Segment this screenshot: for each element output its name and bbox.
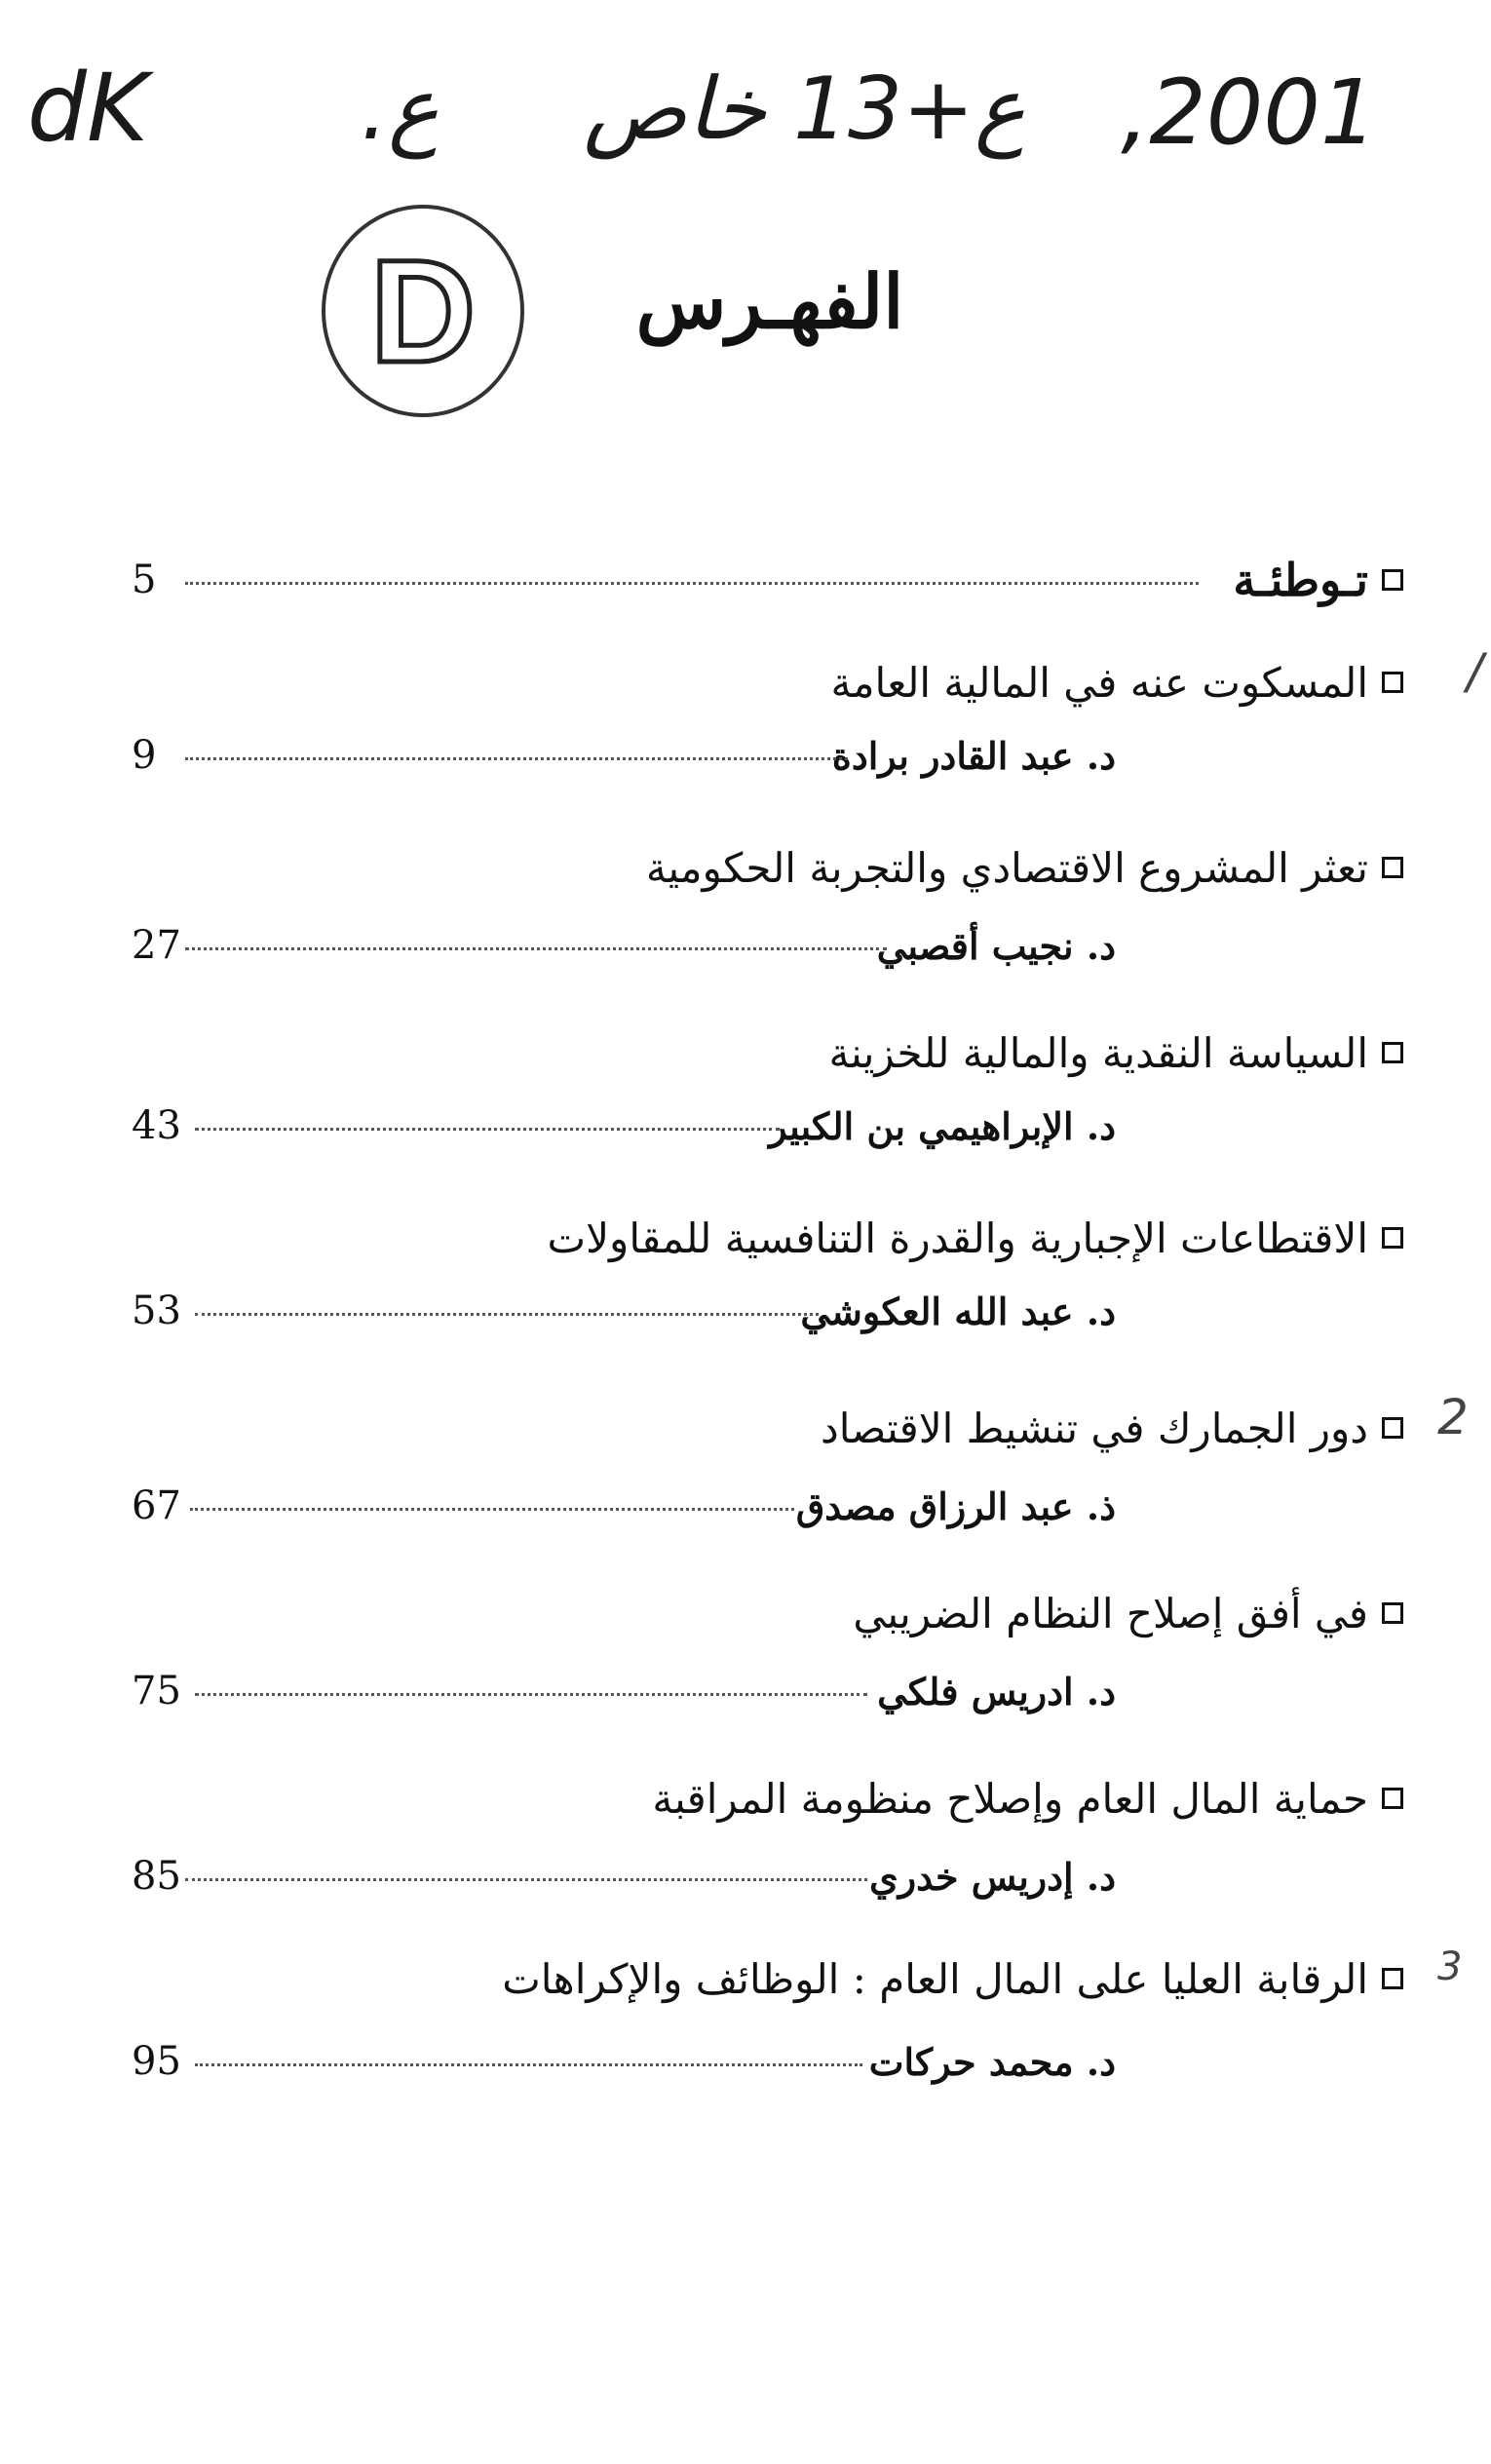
toc-entry-page: 95 (132, 2039, 181, 2084)
toc-entry-author: د. عبد القادر برادة (831, 733, 1116, 778)
toc-entry-page: 43 (132, 1103, 181, 1148)
toc-entry-title: الرقابة العليا على المال العام : الوظائف والإكراهات (502, 1954, 1368, 2003)
toc-entry-title-line (853, 1574, 1403, 1652)
leader-dots (185, 582, 1199, 585)
toc-entry-author-row (0, 1087, 1491, 1165)
toc-entry-title-row (0, 828, 1491, 906)
leader-dots (195, 1313, 819, 1316)
toc-entry-author-row (0, 1837, 1491, 1915)
toc-entry-page: 53 (132, 1289, 181, 1333)
toc-entry-title-row (0, 1574, 1491, 1652)
stamp-letter: D (369, 229, 477, 393)
toc-entry-title-row (0, 1389, 1491, 1467)
toc-entry-author-row (0, 716, 1491, 794)
leader-dots (190, 1508, 794, 1511)
toc-entry-page: 9 (132, 733, 157, 778)
toc-entry-title: حماية المال العام وإصلاح منظومة المراقبة (652, 1774, 1368, 1823)
handwritten-year-value: 2001 (1149, 60, 1378, 165)
toc-entry-title: السياسة النقدية والمالية للخزينة (828, 1028, 1368, 1077)
toc-entry-author-row (0, 906, 1491, 984)
toc-entry-title: في أفق إصلاح النظام الضريبي (853, 1589, 1368, 1637)
handwritten-year: ,2001 (1121, 60, 1378, 165)
toc-entry-title-line (646, 828, 1403, 906)
handwritten-middle-mark: ع. (361, 58, 440, 159)
checkbox-bullet-icon (1382, 1968, 1403, 1989)
checkbox-bullet-icon (1382, 672, 1403, 693)
toc-entry-title: تـوطئـة (1233, 554, 1368, 606)
handwritten-reference (361, 58, 1025, 159)
leader-dots (185, 947, 887, 950)
leader-dots (195, 1128, 780, 1131)
margin-mark: 2 (1437, 1389, 1469, 1445)
toc-entry-title-line (831, 643, 1403, 721)
toc-entry-title-line (548, 1199, 1403, 1277)
toc-entry-author-row (0, 1652, 1491, 1730)
toc-entry-title-line (829, 1014, 1404, 1092)
toc-entry-author: د. الإبراهيمي بن الكبير (769, 1103, 1116, 1148)
checkbox-bullet-icon (1382, 1788, 1403, 1809)
library-stamp (322, 205, 524, 417)
checkbox-bullet-icon (1382, 1227, 1403, 1249)
toc-entry-author-row (0, 2022, 1491, 2100)
toc-entry-author: ذ. عبد الرزاق مصدق (795, 1483, 1116, 1528)
leader-dots (185, 1878, 867, 1881)
toc-entry-author: د. عبد الله العكوشي (800, 1289, 1116, 1333)
toc-entry-title: الاقتطاعات الإجبارية والقدرة التنافسية للمقاولات (547, 1213, 1368, 1262)
toc-entry-title-row (0, 1014, 1491, 1092)
toc-entry-title-line (652, 1759, 1403, 1837)
handwritten-note-ok: dK (27, 54, 148, 163)
checkbox-bullet-icon (1382, 1042, 1403, 1063)
leader-dots (195, 2063, 862, 2066)
checkbox-bullet-icon (1382, 569, 1403, 591)
page-title: الفهـرس (635, 258, 904, 345)
checkbox-bullet-icon (1382, 1602, 1403, 1624)
toc-entry-title: المسكوت عنه في المالية العامة (830, 658, 1368, 707)
toc-entry-author: د. نجيب أقصبي (876, 923, 1116, 968)
toc-entry-title-row (0, 643, 1491, 721)
checkbox-bullet-icon (1382, 857, 1403, 878)
toc-entry-page: 5 (132, 558, 157, 602)
toc-entry-author: د. إدريس خدري (869, 1854, 1116, 1899)
leader-dots (185, 757, 848, 760)
toc-entry-title-line (821, 1389, 1403, 1467)
toc-entry-title-row (0, 1199, 1491, 1277)
margin-mark: / (1467, 643, 1483, 700)
toc-entry-page: 67 (132, 1483, 181, 1528)
handwritten-reference-code: ع+13 خاص (583, 58, 1026, 159)
checkbox-bullet-icon (1382, 1417, 1403, 1439)
margin-mark: 3 (1437, 1944, 1463, 1989)
toc-entry (0, 541, 1491, 619)
toc-entry-author-row (0, 1272, 1491, 1350)
toc-entry-title-row (0, 1940, 1491, 2018)
toc-entry-title: تعثر المشروع الاقتصادي والتجربة الحكومية (645, 843, 1368, 892)
toc-entry-author: د. ادريس فلكي (877, 1669, 1116, 1713)
toc-entry-page: 75 (132, 1669, 181, 1713)
toc-entry-page: 85 (132, 1854, 181, 1899)
toc-entry-title-line (502, 1940, 1403, 2018)
leader-dots (195, 1693, 867, 1696)
toc-entry-title-line (1233, 541, 1403, 619)
toc-entry-title: دور الجمارك في تنشيط الاقتصاد (821, 1404, 1368, 1452)
toc-entry-author: د. محمد حركات (868, 2039, 1116, 2084)
toc-entry-page: 27 (132, 923, 181, 968)
toc-entry-author-row (0, 1467, 1491, 1545)
toc-entry-title-row (0, 1759, 1491, 1837)
